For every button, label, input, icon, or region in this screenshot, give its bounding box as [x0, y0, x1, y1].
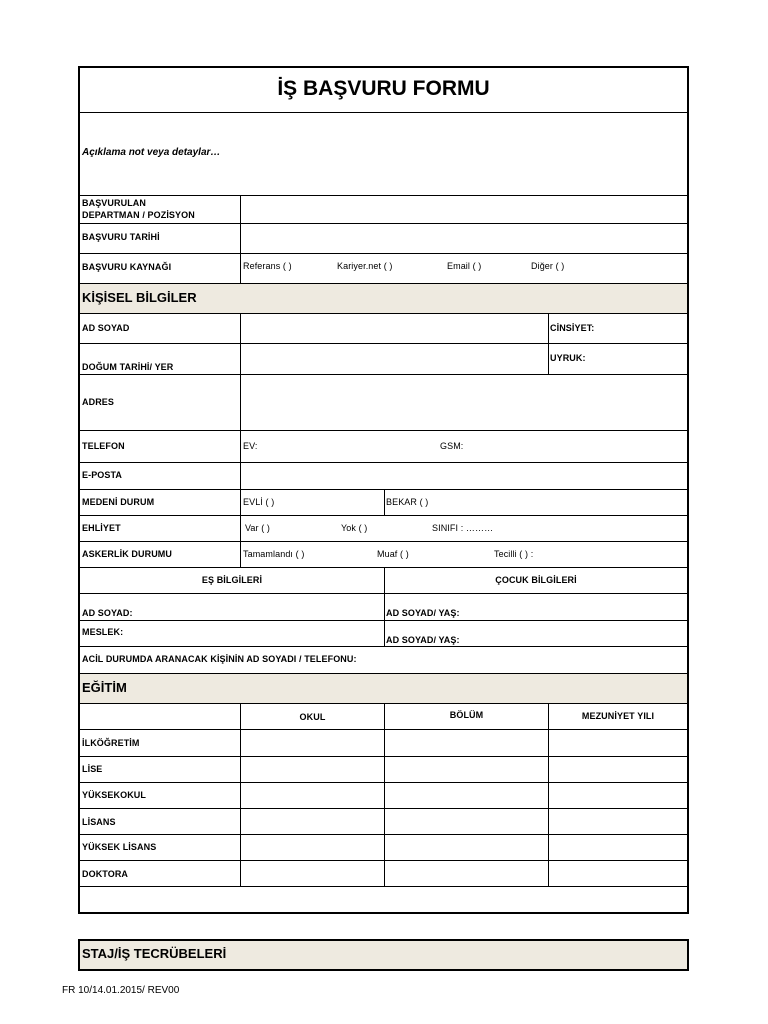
department-label: BAŞVURULAN: [82, 198, 146, 208]
column-divider: [240, 703, 241, 886]
education-column-department: BÖLÜM: [449, 710, 484, 720]
spouse-name-label[interactable]: AD SOYAD:: [82, 608, 133, 618]
row-divider: [80, 430, 687, 431]
application-source-label: BAŞVURU KAYNAĞI: [82, 262, 172, 272]
marital-option-single[interactable]: BEKAR ( ): [386, 497, 429, 507]
military-option-exempt[interactable]: Muaf ( ): [377, 549, 409, 559]
gender-label: CİNSİYET:: [550, 323, 595, 333]
spouse-job-label[interactable]: MESLEK:: [82, 627, 124, 637]
birth-field[interactable]: [242, 345, 546, 373]
birth-label: DOĞUM TARİHİ/ YER: [82, 362, 174, 372]
phone-label: TELEFON: [82, 441, 125, 451]
phone-home-label[interactable]: EV:: [243, 441, 258, 451]
children-info-header: ÇOCUK BİLGİLERİ: [495, 575, 577, 585]
column-divider: [240, 313, 241, 567]
application-date-field[interactable]: [242, 225, 686, 252]
row-divider: [80, 195, 687, 196]
driving-license-label: EHLİYET: [82, 523, 121, 533]
row-divider: [80, 541, 687, 542]
name-label: AD SOYAD: [82, 323, 130, 333]
name-field[interactable]: [242, 315, 546, 342]
experience-section-title: STAJ/İŞ TECRÜBELERİ: [82, 946, 227, 961]
department-label-line-2: DEPARTMAN / POZİSYON: [82, 210, 195, 220]
license-option-no[interactable]: Yok ( ): [341, 523, 368, 533]
military-option-done[interactable]: Tamamlandı ( ): [243, 549, 305, 559]
column-divider: [548, 703, 549, 886]
education-level-bachelor: LİSANS: [82, 817, 116, 827]
education-level-high-school: LİSE: [82, 764, 103, 774]
marital-status-label: MEDENİ DURUM: [82, 497, 155, 507]
row-divider: [80, 374, 687, 375]
personal-section-title: KİŞİSEL BİLGİLER: [82, 290, 197, 305]
source-option-email[interactable]: Email ( ): [447, 261, 482, 271]
child-2-label[interactable]: AD SOYAD/ YAŞ:: [386, 635, 460, 645]
education-section-header-bg: [80, 673, 687, 703]
spouse-info-header: EŞ BİLGİLERİ: [201, 575, 263, 585]
row-divider: [80, 112, 687, 113]
military-option-postponed[interactable]: Tecilli ( ) :: [494, 549, 534, 559]
phone-mobile-label[interactable]: GSM:: [440, 441, 464, 451]
row-divider: [80, 515, 687, 516]
education-level-primary: İLKÖĞRETİM: [82, 738, 140, 748]
row-divider: [80, 673, 687, 674]
education-column-school: OKUL: [299, 712, 326, 722]
department-field[interactable]: [242, 197, 686, 222]
form-description: Açıklama not veya detaylar…: [82, 147, 221, 158]
row-divider: [80, 283, 687, 284]
child-1-label[interactable]: AD SOYAD/ YAŞ:: [386, 608, 460, 618]
license-class[interactable]: SINIFI : ………: [432, 523, 494, 533]
row-divider: [80, 313, 687, 314]
education-level-master: YÜKSEK LİSANS: [82, 842, 157, 852]
column-divider: [548, 313, 549, 374]
license-option-yes[interactable]: Var ( ): [245, 523, 271, 533]
education-level-doctorate: DOKTORA: [82, 869, 129, 879]
source-option-referral[interactable]: Referans ( ): [243, 261, 292, 271]
row-divider: [80, 343, 687, 344]
address-field[interactable]: [242, 376, 686, 429]
nationality-label: UYRUK:: [550, 353, 586, 363]
address-label: ADRES: [82, 397, 115, 407]
column-divider: [240, 195, 241, 283]
email-label: E-POSTA: [82, 470, 123, 480]
emergency-contact-label[interactable]: ACİL DURUMDA ARANACAK KİŞİNİN AD SOYADI / TELEFONU:: [82, 654, 357, 664]
row-divider: [80, 886, 687, 887]
military-status-label: ASKERLİK DURUMU: [82, 549, 172, 559]
row-divider: [80, 253, 687, 254]
form-revision-code: FR 10/14.01.2015/ REV00: [62, 985, 180, 996]
source-option-kariyer[interactable]: Kariyer.net ( ): [337, 261, 393, 271]
row-divider: [80, 646, 687, 647]
education-level-vocational: YÜKSEKOKUL: [82, 790, 147, 800]
row-divider: [80, 462, 687, 463]
marital-option-married[interactable]: EVLİ ( ): [243, 497, 275, 507]
column-divider: [384, 703, 385, 886]
column-divider: [384, 489, 385, 515]
form-title: İŞ BAŞVURU FORMU: [277, 77, 490, 100]
application-date-label: BAŞVURU TARİHİ: [82, 232, 160, 242]
source-option-other[interactable]: Diğer ( ): [531, 261, 565, 271]
education-column-graduation-year: MEZUNİYET YILI: [581, 711, 655, 721]
education-section-title: EĞİTİM: [82, 680, 127, 695]
row-divider: [80, 223, 687, 224]
email-field[interactable]: [242, 464, 686, 488]
